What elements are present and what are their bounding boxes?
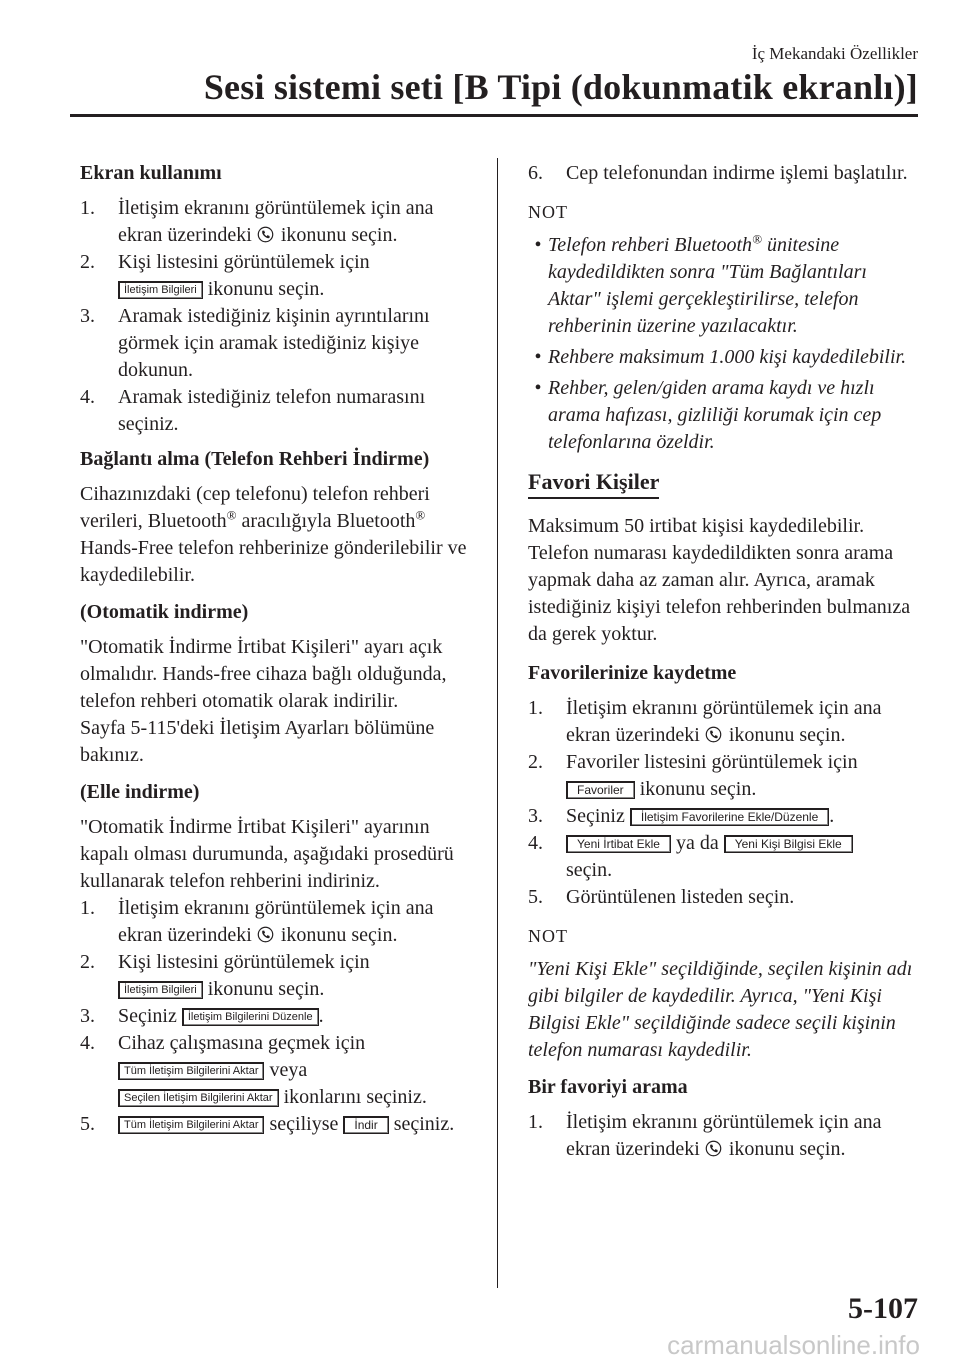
phone-icon[interactable] [257,926,274,943]
list-item: 4. Yeni İrtibat Ekle ya da Yeni Kişi Bilgisi Ekle seçin. [528,830,920,884]
note-item: • Rehbere maksimum 1.000 kişi kaydedilebilir. [534,346,907,368]
heading-baglanti: Bağlantı alma (Telefon Rehberi İndirme) [80,448,430,470]
phone-icon[interactable] [705,726,722,743]
list-favorites [528,695,920,911]
note-item: • Telefon rehberi Bluetooth® ünitesine kaydedildikten sonra "Tüm Bağlantıları Aktar" işlemi gerçekleştirilirse, telefon rehberinin üzerine yazılacaktır. [534,231,867,337]
note-text: "Yeni Kişi Ekle" seçildiğinde, seçilen kişinin adı gibi bilgiler de kaydedilir. Ayrıca, "Yeni Kişi Bilgisi Ekle" seçildiğinde sadece seçili kişinin telefon numarası kaydedilir. [528,958,913,1061]
page-title: Sesi sistemi seti [B Tipi (dokunmatik ekranlı)] [203,67,918,107]
right-column [528,160,920,1163]
section-label: İç Mekandaki Özellikler [751,44,918,63]
list-item: 1. İletişim ekranını görüntülemek için ana ekran üzerindeki ikonunu seçin. [528,1111,882,1160]
contacts-button[interactable]: İletişim Bilgileri [118,281,203,299]
paragraph-sayfa: Sayfa 5-115'deki İletişim Ayarları bölümüne bakınız. [80,717,435,766]
note-item: • Rehber, gelen/giden arama kaydı ve hızlı arama hafızası, gizliliği korumak için cep telefonlarına özeldir. [534,377,882,453]
list-item: 4. Aramak istediğiniz telefon numarasını seçiniz. [80,386,426,435]
list-item: 5. Görüntülenen listeden seçin. [528,886,795,908]
note-label: NOT [528,202,568,222]
transfer-all-button[interactable]: Tüm İletişim Bilgilerini Aktar [118,1116,264,1134]
list-item: 3. Seçiniz İletişim Favorilerine Ekle/Düzenle . [528,805,835,827]
download-button[interactable]: İndir [343,1116,388,1134]
watermark: carmanualsonline.info [667,1330,920,1360]
edit-contacts-button[interactable]: İletişim Bilgilerini Düzenle [182,1008,319,1026]
list-item: 5. Tüm İletişim Bilgilerini Aktar seçiliyse İndir seçiniz. [80,1113,455,1135]
transfer-all-button[interactable]: Tüm İletişim Bilgilerini Aktar [118,1062,264,1080]
paragraph-elle: "Otomatik İndirme İrtibat Kişileri" ayarının kapalı olması durumunda, aşağıdaki prosedürü kullanarak telefon rehberini indiriniz. [80,816,454,892]
list-item: 3. Aramak istediğiniz kişinin ayrıntılarını görmek için aramak istediğiniz kişiye dokunun. [80,305,430,381]
list-item: 2. Favoriler listesini görüntülemek için Favoriler ikonunu seçin. [528,751,858,800]
note-label: NOT [528,926,568,946]
heading-kaydet: Favorilerinize kaydetme [528,662,737,684]
list-item: 1. İletişim ekranını görüntülemek için ana ekran üzerindeki ikonunu seçin. [528,697,882,746]
heading-arama: Bir favoriyi arama [528,1076,688,1098]
list-item: 2. Kişi listesini görüntülemek için İletişim Bilgileri ikonunu seçin. [80,251,370,300]
header-rule [70,114,918,117]
list-item: 3. Seçiniz İletişim Bilgilerini Düzenle . [80,1005,324,1027]
heading-otomatik: (Otomatik indirme) [80,601,249,623]
transfer-selected-button[interactable]: Seçilen İletişim Bilgilerini Aktar [118,1089,279,1107]
list-screen [80,195,480,438]
heading-elle: (Elle indirme) [80,781,200,803]
column-divider [497,158,498,1288]
left-column [80,160,480,1144]
list-manual [80,895,480,1138]
favorites-button[interactable]: Favoriler [566,781,635,799]
list-item: 1. İletişim ekranını görüntülemek için ana ekran üzerindeki ikonunu seçin. [80,897,434,946]
list-item: 4. Cihaz çalışmasına geçmek için Tüm İletişim Bilgilerini Aktar veya Seçilen İletişim Bilgilerini Aktar ikonlarını seçiniz. [80,1032,427,1108]
contacts-button[interactable]: İletişim Bilgileri [118,981,203,999]
add-new-contact-button[interactable]: Yeni İrtibat Ekle [566,835,671,853]
add-edit-favorites-button[interactable]: İletişim Favorilerine Ekle/Düzenle [630,808,829,826]
add-new-contact-info-button[interactable]: Yeni Kişi Bilgisi Ekle [724,835,853,853]
heading-ekran: Ekran kullanımı [80,162,222,184]
section-favori: Favori Kişiler [528,468,659,499]
paragraph-otomatik: "Otomatik İndirme İrtibat Kişileri" ayarı açık olmalıdır. Hands-free cihaza bağlı olduğunda, telefon rehberi otomatik olarak indirilir. [80,636,447,712]
paragraph-baglanti: Cihazınızdaki (cep telefonu) telefon rehberi verileri, Bluetooth® aracılığıyla Bluetooth® Hands-Free telefon rehberinize gönderilebilir ve kaydedilebilir. [80,483,467,586]
paragraph-favori: Maksimum 50 irtibat kişisi kaydedilebilir. Telefon numarası kaydedildikten sonra arama yapmak daha az zaman alır. Ayrıca, aramak istediğiniz kişiyi telefon rehberinden bulmanıza da gerek yoktur. [528,515,911,645]
list-item: 6. Cep telefonundan indirme işlemi başlatılır. [528,162,908,184]
phone-icon[interactable] [705,1140,722,1157]
page-number: 5-107 [848,1292,918,1325]
phone-icon[interactable] [257,226,274,243]
note-list [528,232,920,456]
list-item: 2. Kişi listesini görüntülemek için İletişim Bilgileri ikonunu seçin. [80,951,370,1000]
list-item: 1. İletişim ekranını görüntülemek için ana ekran üzerindeki ikonunu seçin. [80,197,434,246]
